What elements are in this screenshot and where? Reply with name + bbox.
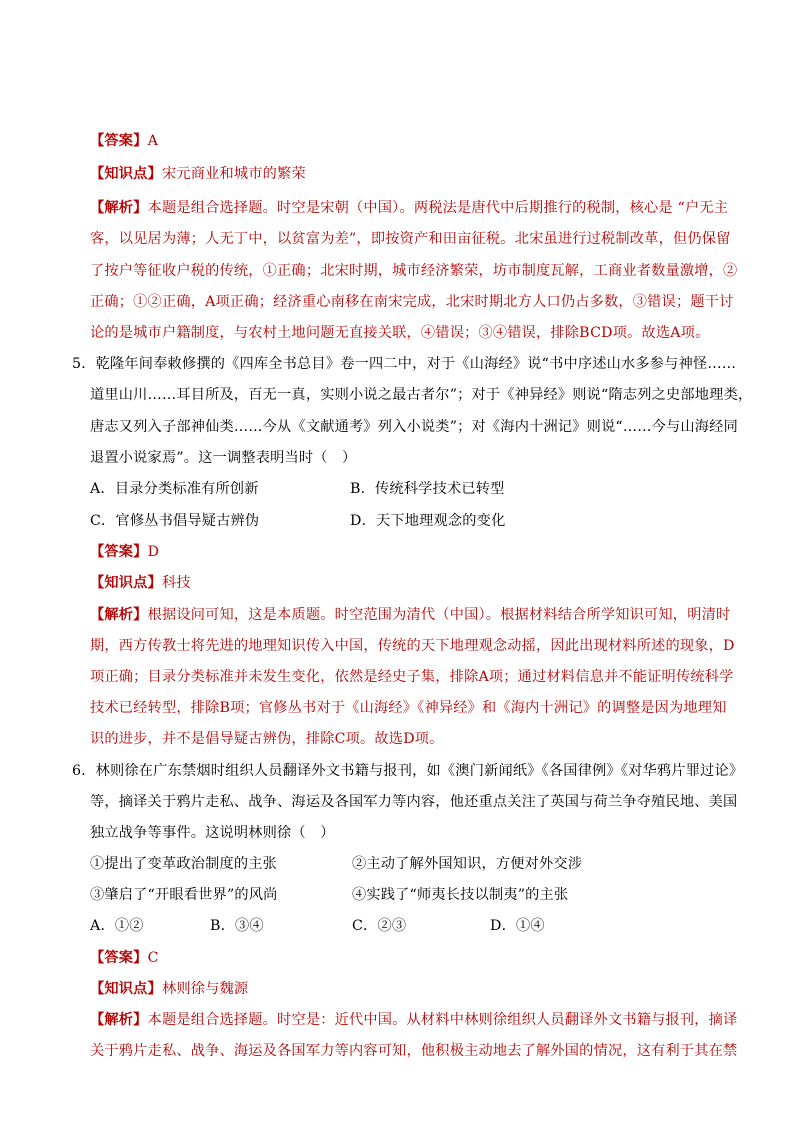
analysis-label: 【解析】: [90, 200, 148, 216]
q5-analysis-line-1: 【解析】根据设问可知，这是本质题。时空范围为清代（中国）。根据材料结合所学知识可知，明清时: [90, 607, 731, 623]
q6-option-a: A．①②: [90, 918, 144, 934]
q6-option-c: C．②③: [352, 918, 407, 934]
q5-option-a: A．目录分类标准有所创新: [90, 481, 259, 497]
q5-analysis-line-2: 期，西方传教士将先进的地理知识传入中国，传统的天下地理观念动摇，因此出现材料所述的现象，D: [90, 638, 735, 654]
q6-stem-line-1: 6．林则徐在广东禁烟时组织人员翻译外文书籍与报刊，如《澳门新闻纸》《各国律例》《对华鸦片罪过论》: [72, 763, 744, 779]
q5-option-c: C．官修丛书倡导疑古辨伪: [90, 513, 260, 529]
q6-item-3: ③肇启了“开眼看世界”的风尚: [90, 887, 278, 903]
q4-analysis-line-3: 了按户等征收户税的传统，①正确；北宋时期，城市经济繁荣，坊市制度瓦解，工商业者数量激增，②: [90, 263, 738, 279]
q6-stem-line-3: 独立战争等事件。这说明林则徐（ ）: [90, 825, 335, 841]
q4-answer-line: [90, 130, 158, 152]
answer-label: 【答案】: [90, 544, 148, 560]
q5-stem-line-4: 退置小说家焉”。这一调整表明当时（ ）: [90, 450, 357, 466]
knowledge-label: 【知识点】: [90, 166, 162, 182]
q4-analysis-line-2: 客，以见居为薄；人无丁中，以贫富为差”，即按资产和田亩征税。北宋虽进行过税制改革，但仍保留: [90, 231, 731, 247]
q6-knowledge-line: [90, 978, 248, 1000]
q5-stem-line-3: 唐志又列入子部神仙类……今从《文献通考》列入小说类”；对《海内十洲记》则说“……今与山海经同: [90, 419, 738, 435]
q6-option-b: B．③④: [210, 918, 264, 934]
q6-answer-line: [90, 947, 159, 969]
q6-stem-line-2: 等，摘译关于鸦片走私、战争、海运及各国军力等内容，他还重点关注了英国与荷兰争夺殖民地、美国: [90, 794, 738, 810]
q5-answer: D: [147, 544, 160, 560]
q4-analysis-line-5: 论的是城市户籍制度，与农村土地问题无直接关联，④错误；③④错误，排除BCD项。故选A项。: [90, 325, 710, 341]
q5-stem-line-1: 5．乾隆年间奉敕修撰的《四库全书总目》卷一四二中，对于《山海经》说“书中序述山水多参与神怪……: [72, 356, 737, 372]
q5-analysis-line-5: 识的进步，并不是倡导疑古辨伪，排除C项。故选D项。: [90, 731, 444, 747]
q5-analysis-line-4: 技术已经转型，排除B项；官修丛书对于《山海经》《神异经》和《海内十洲记》的调整是因为地理知: [90, 700, 727, 716]
analysis-label: 【解析】: [90, 607, 148, 623]
analysis-label: 【解析】: [90, 1012, 148, 1028]
q4-answer: A: [147, 133, 159, 149]
q6-analysis-line-2: 关于鸦片走私、战争、海运及各国军力等内容可知，他积极主动地去了解外国的情况，这有利于其在禁: [90, 1043, 738, 1059]
q5-knowledge-line: [90, 572, 191, 594]
q6-item-2: ②主动了解外国知识，方便对外交涉: [352, 856, 583, 872]
answer-label: 【答案】: [90, 133, 148, 149]
answer-label: 【答案】: [90, 950, 148, 966]
q6-option-d: D．①④: [490, 918, 545, 934]
q5-answer-line: [90, 541, 159, 563]
q4-analysis-line-4: 正确；①②正确，A项正确；经济重心南移在南宋完成，北宋时期北方人口仍占多数，③错误；题干讨: [90, 294, 734, 310]
q6-answer: C: [147, 950, 159, 966]
q4-knowledge-line: [90, 163, 306, 185]
q6-item-1: ①提出了变革政治制度的主张: [90, 856, 278, 872]
q4-knowledge: 宋元商业和城市的繁荣: [161, 166, 306, 182]
q5-stem-line-2: 道里山川……耳目所及，百无一真，实则小说之最古者尔”；对于《神异经》则说“隋志列之史部地理类，: [90, 387, 753, 403]
knowledge-label: 【知识点】: [90, 575, 162, 591]
q6-knowledge: 林则徐与魏源: [161, 981, 249, 997]
q4-analysis-line-1: 【解析】本题是组合选择题。时空是宋朝（中国）。两税法是唐代中后期推行的税制，核心是 “户无主: [90, 200, 729, 216]
q6-item-4: ④实践了“师夷长技以制夷”的主张: [352, 887, 569, 903]
q6-analysis-line-1: 【解析】本题是组合选择题。时空是：近代中国。从材料中林则徐组织人员翻译外文书籍与报刊，摘译: [90, 1012, 738, 1028]
knowledge-label: 【知识点】: [90, 981, 162, 997]
q5-analysis-line-3: 项正确；目录分类标准并未发生变化，依然是经史子集，排除A项；通过材料信息并不能证明传统科学: [90, 669, 734, 685]
q5-option-b: B．传统科学技术已转型: [350, 481, 505, 497]
q5-knowledge: 科技: [161, 575, 191, 591]
q5-option-d: D．天下地理观念的变化: [350, 513, 506, 529]
